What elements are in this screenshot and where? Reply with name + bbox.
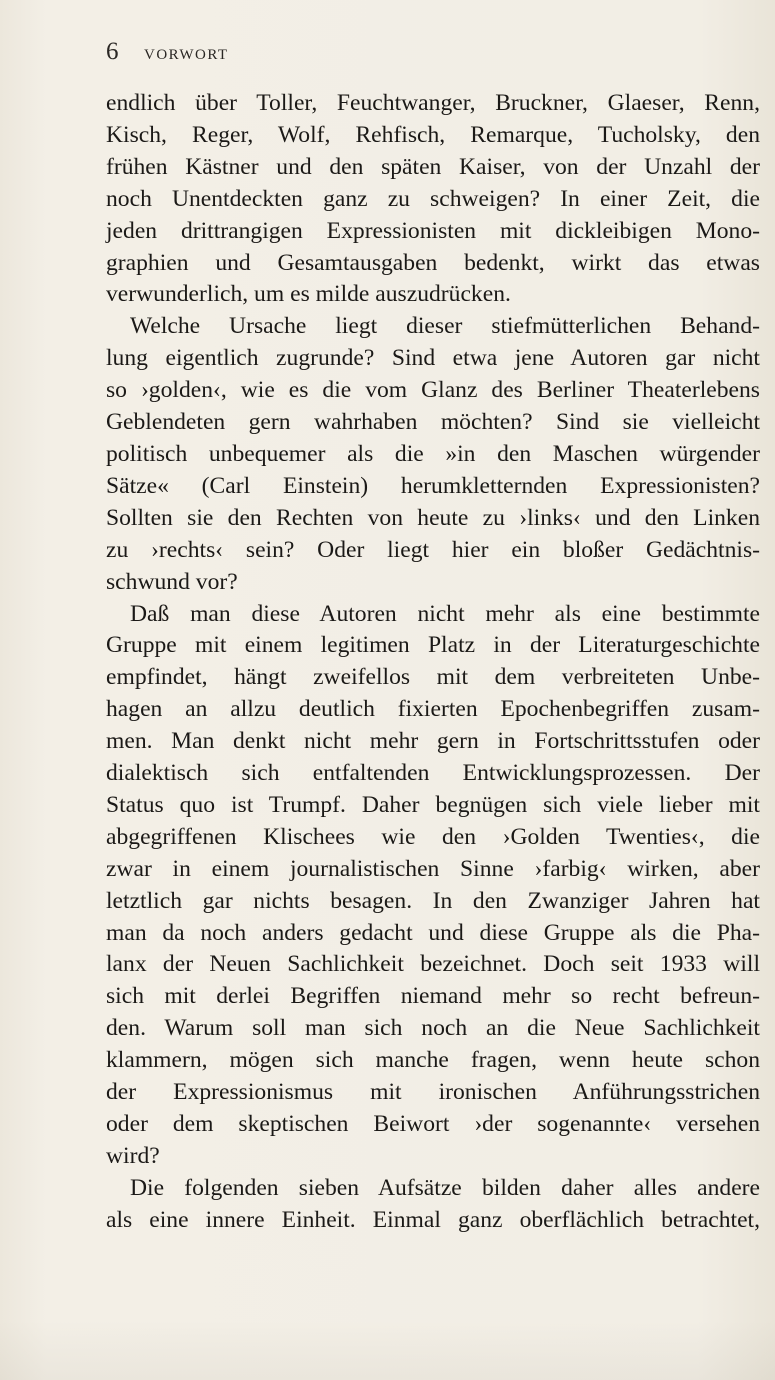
text-line: wird? (106, 1142, 160, 1169)
text-line: der Expressionismus mit ironischen Anführungsstrichen (106, 1079, 760, 1106)
paragraph (106, 88, 760, 311)
text-line: hagen an allzu deutlich fixierten Epochenbegriffen zusam- (106, 696, 760, 723)
text-line: Die folgenden sieben Aufsätze bilden daher alles andere (130, 1174, 760, 1201)
text-line: dialektisch sich entfaltenden Entwicklungsprozessen. Der (106, 760, 760, 787)
text-line: Sätze« (Carl Einstein) herumkletternden Expressionisten? (106, 472, 760, 499)
text-line: empfindet, hängt zweifellos mit dem verbreiteten Unbe- (106, 664, 760, 691)
text-line: zu ›rechts‹ sein? Oder liegt hier ein bloßer Gedächtnis- (106, 536, 760, 563)
text-line: lanx der Neuen Sachlichkeit bezeichnet. Doch seit 1933 will (106, 951, 760, 978)
text-line: so ›golden‹, wie es die vom Glanz des Berliner Theaterlebens (106, 377, 760, 404)
text-line: endlich über Toller, Feuchtwanger, Bruckner, Glaeser, Renn, (106, 90, 760, 116)
text-line: Sollten sie den Rechten von heute zu ›links‹ und den Linken (106, 504, 760, 531)
text-line: jeden drittrangigen Expressionisten mit dickleibigen Mono- (106, 217, 760, 244)
text-line: oder dem skeptischen Beiwort ›der sogenannte‹ versehen (106, 1111, 760, 1137)
paragraph (106, 311, 760, 598)
paragraph (106, 599, 760, 1173)
text-line: letztlich gar nichts besagen. In den Zwanziger Jahren hat (106, 887, 760, 914)
text-line: politisch unbequemer als die »in den Maschen würgender (106, 440, 760, 467)
text-line: Gruppe mit einem legitimen Platz in der Literaturgeschichte (106, 632, 760, 659)
text-line: man da noch anders gedacht und diese Gruppe als die Pha- (106, 919, 760, 946)
text-line: sich mit derlei Begriffen niemand mehr so recht befreun- (106, 983, 760, 1010)
running-title: VORWORT (144, 47, 229, 63)
text-line: Welche Ursache liegt dieser stiefmütterlichen Behand- (130, 313, 760, 340)
text-line: Status quo ist Trumpf. Daher begnügen sich viele lieber mit (106, 791, 760, 818)
text-line: verwunderlich, um es milde auszudrücken. (106, 281, 511, 308)
text-line: zwar in einem journalistischen Sinne ›farbig‹ wirken, aber (106, 855, 760, 882)
paragraph (106, 1173, 760, 1237)
text-line: abgegriffenen Klischees wie den ›Golden Twenties‹, die (106, 823, 760, 850)
page-number: 6 (106, 38, 120, 65)
text-line: Geblendeten gern wahrhaben möchten? Sind sie vielleicht (106, 409, 760, 436)
text-line: schwund vor? (106, 568, 238, 595)
text-line: klammern, mögen sich manche fragen, wenn heute schon (106, 1047, 760, 1074)
text-line: frühen Kästner und den späten Kaiser, von der Unzahl der (106, 153, 760, 180)
page-bottom-edge (0, 1320, 775, 1380)
text-line: Kisch, Reger, Wolf, Rehfisch, Remarque, Tucholsky, den (106, 121, 760, 148)
text-line: den. Warum soll man sich noch an die Neue Sachlichkeit (106, 1015, 760, 1042)
text-line: graphien und Gesamtausgaben bedenkt, wirkt das etwas (106, 249, 760, 276)
body-text (106, 88, 760, 1237)
text-line: lung eigentlich zugrunde? Sind etwa jene Autoren gar nicht (106, 345, 760, 372)
text-line: Daß man diese Autoren nicht mehr als eine bestimmte (130, 600, 760, 627)
text-line: als eine innere Einheit. Einmal ganz oberflächlich betrachtet, (106, 1206, 760, 1233)
text-line: men. Man denkt nicht mehr gern in Fortschrittsstufen oder (106, 728, 760, 755)
running-head (106, 38, 229, 66)
text-line: noch Unentdeckten ganz zu schweigen? In einer Zeit, die (106, 185, 760, 212)
